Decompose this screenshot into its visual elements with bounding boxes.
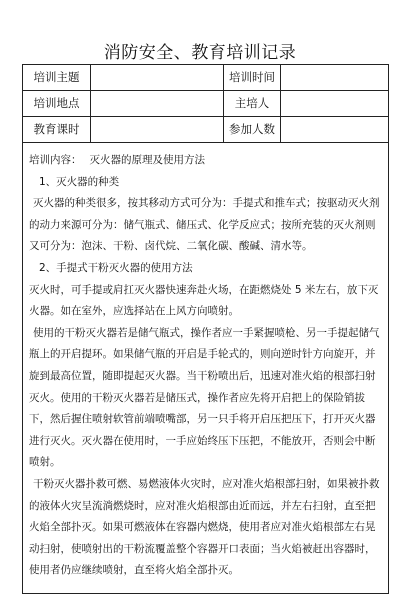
header-row-hours bbox=[23, 117, 388, 143]
value-training-topic[interactable] bbox=[91, 65, 224, 90]
topic-line bbox=[29, 150, 384, 172]
label-training-time: 培训时间 bbox=[224, 65, 281, 90]
value-attendee-count[interactable] bbox=[281, 117, 390, 142]
section2-heading: 2、手提式干粉灭火器的使用方法 bbox=[39, 261, 193, 274]
section1-text: 灭火器的种类很多，按其移动方式可分为：手提式和推车式；按驱动灭火剂的动力来源可分为：储气瓶式、储压式、化学反应式；按所充装的灭火剂则又可分为：泡沫、干粉、卤代烷、二氧化碳、酸碱、清水等。 bbox=[29, 197, 380, 253]
value-training-time[interactable] bbox=[281, 65, 390, 90]
training-record-form bbox=[22, 64, 389, 594]
header-row-location bbox=[23, 91, 388, 117]
value-training-location[interactable] bbox=[91, 91, 224, 116]
label-trainer: 主培人 bbox=[224, 91, 281, 116]
label-attendee-count: 参加人数 bbox=[224, 117, 281, 142]
training-content bbox=[29, 150, 384, 582]
header-row-topic bbox=[23, 65, 388, 91]
topic-label: 培训内容： bbox=[29, 154, 82, 166]
paragraph-2: 使用的干粉灭火器若是储气瓶式，操作者应一手紧握喷枪、另一手提起储气瓶上的开启提环。如果储气瓶的开启是手轮式的，则向逆时针方向旋开，并旋到最高位置，随即提起灭火器。当干粉喷出后，迅速对准火焰的根部扫射灭火。使用的干粉灭火器若是储压式，操作者应先将开启把上的保险销拔下，然后握住喷射软管前端喷嘴部，另一只手将开启压把压下，打开灭火器进行灭火。灭火器在使用时，一手应始终压下压把，不能放开，否则会中断喷射。 bbox=[29, 326, 380, 469]
label-class-hours: 教育课时 bbox=[23, 117, 91, 142]
page-title: 消防安全、教育培训记录 bbox=[103, 43, 297, 63]
label-training-topic: 培训主题 bbox=[23, 65, 91, 90]
value-trainer[interactable] bbox=[281, 91, 390, 116]
topic-value: 灭火器的原理及使用方法 bbox=[89, 154, 205, 166]
paragraph-1: 灭火时，可手提或肩扛灭火器快速奔赴火场，在距燃烧处 5 米左右，放下灭火器。如在室外，应选择站在上风方向喷射。 bbox=[29, 283, 379, 318]
section1-heading: 1、灭火器的种类 bbox=[39, 175, 120, 188]
paragraph-3: 干粉灭火器扑救可燃、易燃液体火灾时，应对准火焰根部扫射，如果被扑救的液体火灾呈流淌燃烧时，应对准火焰根部由近而远，并左右扫射，直至把火焰全部扑灭。如果可燃液体在容器内燃烧，使用者应对准火焰根部左右晃动扫射，使喷射出的干粉流覆盖整个容器开口表面；当火焰被赶出容器时，使用者仍应继续喷射，直至将火焰全部扑灭。 bbox=[29, 477, 380, 577]
label-training-location: 培训地点 bbox=[23, 91, 91, 116]
value-class-hours[interactable] bbox=[91, 117, 224, 142]
